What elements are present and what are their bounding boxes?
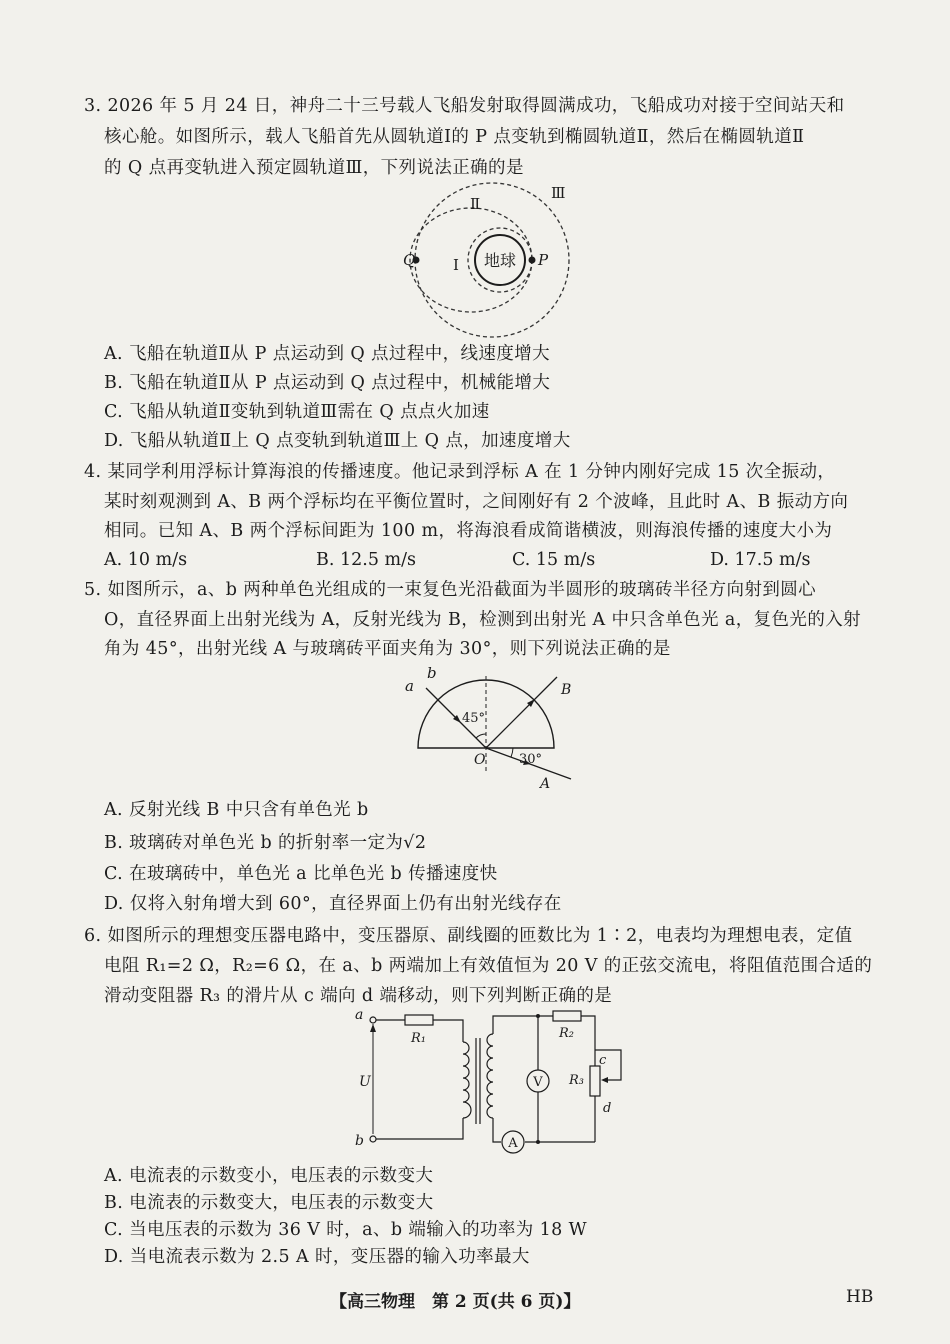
q4-line-1: 4. 某同学利用浮标计算海浪的传播速度。他记录到浮标 A 在 1 分钟内刚好完成 15 次全振动， bbox=[84, 462, 836, 482]
label-b: b bbox=[427, 664, 437, 682]
q5-line-3: 角为 45°，出射光线 A 与玻璃砖平面夹角为 30°，则下列说法正确的是 bbox=[104, 639, 671, 659]
label-d: d bbox=[603, 1101, 612, 1116]
label-III: Ⅲ bbox=[551, 184, 566, 202]
page-footer bbox=[0, 1287, 950, 1315]
angle-30-arc bbox=[511, 748, 513, 757]
q4-line-2: 某时刻观测到 A、B 两个浮标均在平衡位置时，之间刚好有 2 个波峰，且此时 A、B 振动方向 bbox=[104, 492, 849, 512]
q4-line-3: 相同。已知 A、B 两个浮标间距为 100 m，将海浪看成简谐横波，则海浪传播的速度大小为 bbox=[104, 521, 833, 541]
voltmeter-label: V bbox=[533, 1075, 543, 1090]
ammeter-label: A bbox=[508, 1136, 518, 1151]
q3-option-a: A. 飞船在轨道Ⅱ从 P 点运动到 Q 点过程中，线速度增大 bbox=[104, 344, 551, 364]
terminal-a bbox=[370, 1017, 376, 1023]
secondary-coil bbox=[487, 1034, 493, 1118]
label-a-terminal: a bbox=[355, 1007, 364, 1023]
label-II: Ⅱ bbox=[470, 195, 481, 213]
label-U: U bbox=[359, 1074, 371, 1090]
label-O: O bbox=[474, 752, 486, 768]
transformer-circuit bbox=[345, 1006, 635, 1164]
q6-line-2: 电阻 R₁=2 Ω，R₂=6 Ω，在 a、b 两端加上有效值恒为 20 V 的正弦交流电，将阻值范围合适的 bbox=[104, 956, 873, 976]
footer-page-info: 【高三物理 第 2 页(共 6 页)】 bbox=[330, 1292, 581, 1312]
q3-option-c: C. 飞船从轨道Ⅱ变轨到轨道Ⅲ需在 Q 点点火加速 bbox=[104, 402, 490, 422]
q4-option-a: A. 10 m/s bbox=[104, 550, 188, 570]
point-P bbox=[529, 257, 536, 264]
label-30: 30° bbox=[519, 752, 543, 767]
label-B: B bbox=[561, 682, 572, 698]
voltage-arrowhead bbox=[370, 1024, 376, 1032]
earth-label: 地球 bbox=[483, 251, 517, 270]
label-c: c bbox=[599, 1053, 607, 1068]
q6-option-d: D. 当电流表示数为 2.5 A 时，变压器的输入功率最大 bbox=[104, 1247, 530, 1267]
label-R1: R₁ bbox=[411, 1031, 426, 1046]
q3-line-2: 核心舱。如图所示，载人飞船首先从圆轨道Ⅰ的 P 点变轨到椭圆轨道Ⅱ，然后在椭圆轨道Ⅱ bbox=[104, 127, 805, 147]
resistor-R3 bbox=[590, 1066, 600, 1096]
label-P: P bbox=[538, 251, 549, 269]
q5-option-d: D. 仅将入射角增大到 60°，直径界面上仍有出射光线存在 bbox=[104, 894, 562, 914]
orbit-diagram bbox=[395, 178, 595, 343]
resistor-R2 bbox=[553, 1011, 581, 1021]
q6-option-a: A. 电流表的示数变小，电压表的示数变大 bbox=[104, 1166, 434, 1186]
reflected-ray bbox=[486, 677, 557, 748]
label-R3: R₃ bbox=[569, 1073, 584, 1088]
terminal-b bbox=[370, 1136, 376, 1142]
footer-code: HB bbox=[846, 1287, 874, 1307]
secondary-bottom-wire bbox=[493, 1118, 501, 1142]
label-I: Ⅰ bbox=[453, 256, 459, 274]
secondary-top-wire bbox=[493, 1016, 595, 1066]
label-45: 45° bbox=[462, 711, 486, 726]
refraction-diagram bbox=[395, 664, 590, 794]
q6-option-c: C. 当电压表的示数为 36 V 时，a、b 端输入的功率为 18 W bbox=[104, 1220, 588, 1240]
label-R2: R₂ bbox=[559, 1026, 574, 1041]
q5-option-c: C. 在玻璃砖中，单色光 a 比单色光 b 传播速度快 bbox=[104, 864, 498, 884]
resistor-R1 bbox=[405, 1015, 433, 1025]
q5-option-a: A. 反射光线 B 中只含有单色光 b bbox=[104, 800, 369, 820]
q6-line-3: 滑动变阻器 R₃ 的滑片从 c 端向 d 端移动，则下列判断正确的是 bbox=[104, 986, 613, 1006]
q3-option-d: D. 飞船从轨道Ⅱ上 Q 点变轨到轨道Ⅲ上 Q 点，加速度增大 bbox=[104, 431, 571, 451]
label-Q: Q bbox=[403, 251, 416, 269]
primary-coil bbox=[463, 1042, 471, 1118]
q5-option-b: B. 玻璃砖对单色光 b 的折射率一定为√2 bbox=[104, 833, 427, 853]
q5-line-2: O，直径界面上出射光线为 A，反射光线为 B，检测到出射光 A 中只含单色光 a，复色光的入射 bbox=[104, 610, 862, 630]
q3-line-1: 3. 2026 年 5 月 24 日，神舟二十三号载人飞船发射取得圆满成功，飞船成功对接于空间站天和 bbox=[84, 96, 845, 116]
q3-option-b: B. 飞船在轨道Ⅱ从 P 点运动到 Q 点过程中，机械能增大 bbox=[104, 373, 551, 393]
slider-arrow bbox=[601, 1077, 608, 1083]
q5-line-1: 5. 如图所示，a、b 两种单色光组成的一束复色光沿截面为半圆形的玻璃砖半径方向射到圆心 bbox=[84, 580, 817, 600]
q6-line-1: 6. 如图所示的理想变压器电路中，变压器原、副线圈的匝数比为 1∶2，电表均为理想电表，定值 bbox=[84, 926, 853, 946]
q4-option-b: B. 12.5 m/s bbox=[316, 550, 416, 570]
q4-option-d: D. 17.5 m/s bbox=[710, 550, 811, 570]
label-a: a bbox=[405, 677, 414, 695]
angle-45-arc bbox=[476, 734, 486, 738]
q6-option-b: B. 电流表的示数变大，电压表的示数变大 bbox=[104, 1193, 434, 1213]
q4-option-c: C. 15 m/s bbox=[512, 550, 596, 570]
label-A: A bbox=[540, 776, 551, 792]
primary-bottom-wire bbox=[376, 1118, 463, 1139]
q3-line-3: 的 Q 点再变轨进入预定圆轨道Ⅲ，下列说法正确的是 bbox=[104, 158, 524, 178]
label-b-terminal: b bbox=[355, 1133, 364, 1149]
